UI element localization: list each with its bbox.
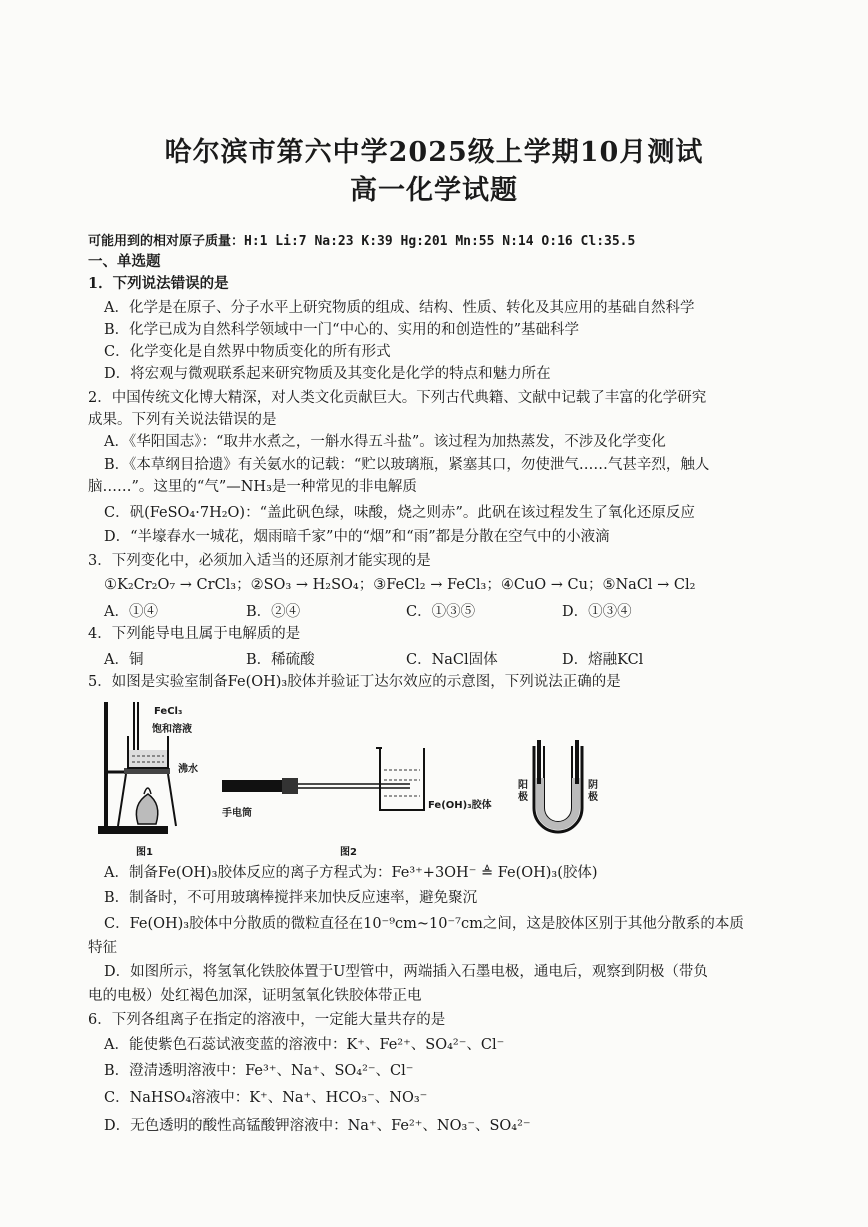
- exam-title: 哈尔滨市第六中学2025级上学期10月测试: [164, 137, 704, 168]
- q5-option-a: A．制备Fe(OH)₃胶体反应的离子方程式为：Fe³⁺+3OH⁻ ≜ Fe(OH)₃(胶体): [104, 865, 598, 881]
- q6-stem: 6．下列各组离子在指定的溶液中，一定能大量共存的是: [88, 1012, 446, 1028]
- q5-stem: 5．如图是实验室制备Fe(OH)₃胶体并验证丁达尔效应的示意图，下列说法正确的是: [88, 674, 621, 690]
- q5-option-d-line1: D．如图所示，将氢氧化铁胶体置于U型管中，两端插入石墨电极，通电后，观察到阴极（带负: [104, 964, 708, 980]
- q5-option-c-line1: C．Fe(OH)₃胶体中分散质的微粒直径在10⁻⁹cm~10⁻⁷cm之间，这是胶体区别于其他分散系的本质: [104, 916, 744, 932]
- q3-stem: 3．下列变化中，必须加入适当的还原剂才能实现的是: [88, 553, 431, 569]
- q3-reactions: ①K₂Cr₂O₇ → CrCl₃；②SO₃ → H₂SO₄；③FeCl₂ → FeCl₃；④CuO → Cu；⑤NaCl → Cl₂: [104, 577, 696, 593]
- label-boiling-water: 沸水: [178, 764, 198, 775]
- label-anode: 阳极: [518, 780, 528, 803]
- q1-option-d: D．将宏观与微观联系起来研究物质及其变化是化学的特点和魅力所在: [104, 366, 551, 382]
- q2-option-b-line2: 脑……”。这里的“气”—NH₃是一种常见的非电解质: [88, 479, 417, 495]
- q1-option-a: A．化学是在原子、分子水平上研究物质的组成、结构、性质、转化及其应用的基础自然科学: [104, 300, 695, 316]
- q2-option-d: D．“半壕春水一城花，烟雨暗千家”中的“烟”和“雨”都是分散在空气中的小液滴: [104, 529, 610, 545]
- label-saturated-solution: 饱和溶液: [152, 724, 192, 735]
- q6-option-a: A．能使紫色石蕊试液变蓝的溶液中：K⁺、Fe²⁺、SO₄²⁻、Cl⁻: [104, 1037, 505, 1053]
- label-fecl3: FeCl₃: [154, 706, 183, 717]
- q2-option-b-line1: B．《本草纲目拾遗》有关氨水的记载：“贮以玻璃瓶，紧塞其口，勿使泄气……气甚辛烈，触人: [104, 457, 710, 473]
- q2-option-c: C．矾(FeSO₄·7H₂O)：“盖此矾色绿，味酸，烧之则赤”。此矾在该过程发生了氧化还原反应: [104, 505, 695, 521]
- label-colloid: Fe(OH)₃胶体: [428, 800, 492, 811]
- q3-option-b: B．②④: [246, 604, 301, 620]
- label-figure-2: 图2: [340, 847, 357, 858]
- q2-option-a: A．《华阳国志》：“取井水煮之，一斛水得五斗盐”。该过程为加热蒸发，不涉及化学变化: [104, 434, 666, 450]
- q6-option-c: C．NaHSO₄溶液中：K⁺、Na⁺、HCO₃⁻、NO₃⁻: [104, 1090, 428, 1106]
- q6-option-b: B．澄清透明溶液中：Fe³⁺、Na⁺、SO₄²⁻、Cl⁻: [104, 1063, 414, 1079]
- q4-option-d: D．熔融KCl: [562, 652, 644, 668]
- q4-option-c: C．NaCl固体: [406, 652, 498, 668]
- atomic-masses: 可能用到的相对原子质量：H:1 Li:7 Na:23 K:39 Hg:201 Mn:55 N:14 O:16 Cl:35.5: [88, 234, 636, 249]
- q6-option-d: D．无色透明的酸性高锰酸钾溶液中：Na⁺、Fe²⁺、NO₃⁻、SO₄²⁻: [104, 1118, 531, 1134]
- q1-option-b: B．化学已成为自然科学领域中一门“中心的、实用的和创造性的”基础科学: [104, 322, 579, 338]
- label-figure-1: 图1: [136, 847, 153, 858]
- label-cathode: 阴极: [588, 780, 598, 803]
- exam-subtitle: 高一化学试题: [350, 175, 518, 206]
- q4-option-a: A．铜: [104, 652, 144, 668]
- section-heading: 一、单选题: [88, 253, 161, 270]
- figure-u-tube: [528, 738, 588, 838]
- q3-option-d: D．①③④: [562, 604, 632, 620]
- q5-option-c-line2: 特征: [88, 940, 117, 956]
- q2-stem-line2: 成果。下列有关说法错误的是: [88, 412, 277, 428]
- label-flashlight: 手电筒: [222, 808, 252, 819]
- q1-option-c: C．化学变化是自然界中物质变化的所有形式: [104, 344, 391, 360]
- q5-option-d-line2: 电的电极）处红褐色加深，证明氢氧化铁胶体带正电: [88, 988, 422, 1004]
- q4-stem: 4．下列能导电且属于电解质的是: [88, 626, 301, 642]
- q1-stem: 1．下列说法错误的是: [88, 275, 229, 292]
- q5-option-b: B．制备时，不可用玻璃棒搅拌来加快反应速率，避免聚沉: [104, 890, 478, 906]
- q3-option-c: C．①③⑤: [406, 604, 476, 620]
- q4-option-b: B．稀硫酸: [246, 652, 315, 668]
- q3-option-a: A．①④: [104, 604, 158, 620]
- q2-stem-line1: 2．中国传统文化博大精深，对人类文化贡献巨大。下列古代典籍、文献中记载了丰富的化学研究: [88, 390, 707, 406]
